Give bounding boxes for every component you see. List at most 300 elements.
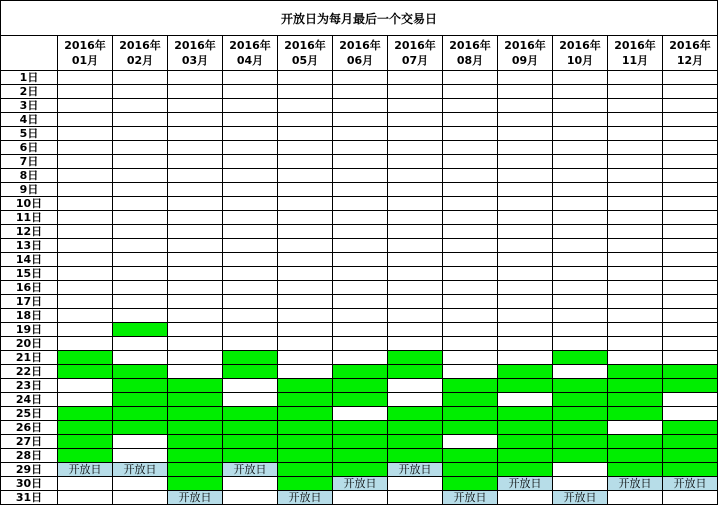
calendar-cell	[58, 211, 113, 225]
calendar-cell	[278, 71, 333, 85]
calendar-cell	[333, 99, 388, 113]
month-header-year: 2016年	[504, 39, 546, 52]
trading-day-cell	[223, 435, 278, 449]
calendar-cell	[443, 225, 498, 239]
trading-day-cell	[113, 365, 168, 379]
calendar-cell	[333, 267, 388, 281]
calendar-cell	[663, 253, 718, 267]
day-row	[1, 309, 718, 323]
calendar-cell	[608, 155, 663, 169]
month-header-year: 2016年	[449, 39, 491, 52]
trading-day-cell	[223, 449, 278, 463]
calendar-cell	[553, 267, 608, 281]
day-row	[1, 85, 718, 99]
calendar-cell	[553, 225, 608, 239]
calendar-cell	[443, 127, 498, 141]
calendar-cell	[553, 113, 608, 127]
calendar-cell	[113, 127, 168, 141]
calendar-cell	[223, 295, 278, 309]
calendar-cell	[278, 169, 333, 183]
month-header-year: 2016年	[669, 39, 711, 52]
calendar-cell	[388, 71, 443, 85]
calendar-cell	[278, 351, 333, 365]
trading-day-cell	[443, 421, 498, 435]
calendar-cell	[223, 309, 278, 323]
calendar-cell	[443, 365, 498, 379]
trading-day-cell	[608, 435, 663, 449]
calendar-cell	[608, 267, 663, 281]
calendar-cell	[168, 169, 223, 183]
trading-day-cell	[663, 435, 718, 449]
trading-day-cell	[663, 463, 718, 477]
calendar-cell	[663, 267, 718, 281]
calendar-cell	[278, 337, 333, 351]
open-day-cell: 开放日	[608, 477, 663, 491]
calendar-cell	[663, 351, 718, 365]
month-header	[223, 36, 278, 71]
trading-day-cell	[553, 435, 608, 449]
day-label: 27日	[1, 435, 58, 449]
calendar-cell	[113, 281, 168, 295]
day-label: 28日	[1, 449, 58, 463]
month-header-year: 2016年	[284, 39, 326, 52]
calendar-cell	[608, 239, 663, 253]
calendar-cell	[113, 141, 168, 155]
trading-day-cell	[278, 435, 333, 449]
calendar-cell	[223, 491, 278, 505]
calendar-cell	[168, 295, 223, 309]
trading-day-cell	[113, 393, 168, 407]
calendar-cell	[113, 435, 168, 449]
trading-day-cell	[333, 393, 388, 407]
calendar-cell	[498, 323, 553, 337]
day-row	[1, 71, 718, 85]
day-row	[1, 281, 718, 295]
calendar-cell	[333, 197, 388, 211]
day-row	[1, 183, 718, 197]
trading-day-cell	[223, 407, 278, 421]
trading-day-cell	[388, 435, 443, 449]
calendar-cell	[553, 337, 608, 351]
open-day-cell: 开放日	[443, 491, 498, 505]
calendar-cell	[388, 239, 443, 253]
calendar-cell	[223, 71, 278, 85]
calendar-cell	[443, 239, 498, 253]
day-label: 20日	[1, 337, 58, 351]
calendar-cell	[58, 85, 113, 99]
day-row	[1, 463, 718, 477]
trading-day-cell	[168, 379, 223, 393]
calendar-cell	[278, 239, 333, 253]
calendar-cell	[113, 337, 168, 351]
day-label: 30日	[1, 477, 58, 491]
calendar-cell	[608, 141, 663, 155]
calendar-cell	[388, 225, 443, 239]
calendar-cell	[608, 421, 663, 435]
trading-day-cell	[663, 449, 718, 463]
calendar-cell	[113, 253, 168, 267]
month-header-month: 11月	[621, 54, 649, 67]
calendar-cell	[278, 183, 333, 197]
calendar-cell	[168, 253, 223, 267]
day-label: 14日	[1, 253, 58, 267]
calendar-cell	[553, 71, 608, 85]
calendar-cell	[278, 85, 333, 99]
trading-day-cell	[663, 365, 718, 379]
calendar-cell	[498, 225, 553, 239]
trading-day-cell	[113, 323, 168, 337]
calendar-cell	[223, 211, 278, 225]
calendar-cell	[388, 155, 443, 169]
calendar-cell	[58, 491, 113, 505]
day-row	[1, 253, 718, 267]
day-label: 11日	[1, 211, 58, 225]
calendar-cell	[278, 323, 333, 337]
calendar-cell	[333, 239, 388, 253]
calendar-cell	[498, 267, 553, 281]
month-header-year: 2016年	[339, 39, 381, 52]
trading-day-cell	[608, 449, 663, 463]
calendar-cell	[58, 309, 113, 323]
calendar-cell	[443, 435, 498, 449]
calendar-cell	[168, 211, 223, 225]
calendar-cell	[223, 85, 278, 99]
calendar-cell	[388, 113, 443, 127]
calendar-cell	[388, 323, 443, 337]
calendar-cell	[58, 337, 113, 351]
day-row	[1, 239, 718, 253]
trading-day-cell	[553, 449, 608, 463]
open-day-cell: 开放日	[553, 491, 608, 505]
calendar-cell	[498, 295, 553, 309]
calendar-cell	[443, 183, 498, 197]
calendar-cell	[113, 239, 168, 253]
month-header	[388, 36, 443, 71]
calendar-cell	[223, 253, 278, 267]
day-label: 16日	[1, 281, 58, 295]
trading-day-cell	[58, 449, 113, 463]
calendar-cell	[58, 253, 113, 267]
calendar-cell	[58, 99, 113, 113]
day-label: 6日	[1, 141, 58, 155]
day-row	[1, 421, 718, 435]
trading-day-cell	[663, 421, 718, 435]
calendar-cell	[113, 491, 168, 505]
calendar-cell	[443, 85, 498, 99]
day-label: 19日	[1, 323, 58, 337]
trading-day-cell	[388, 449, 443, 463]
month-header	[663, 36, 718, 71]
calendar-cell	[498, 211, 553, 225]
trading-day-cell	[113, 407, 168, 421]
day-row	[1, 225, 718, 239]
trading-day-cell	[388, 351, 443, 365]
calendar-cell	[113, 449, 168, 463]
calendar-cell	[608, 253, 663, 267]
calendar-cell	[333, 281, 388, 295]
calendar-cell	[663, 309, 718, 323]
day-row	[1, 477, 718, 491]
calendar-cell	[498, 337, 553, 351]
calendar-cell	[333, 113, 388, 127]
calendar-cell	[223, 379, 278, 393]
day-row	[1, 155, 718, 169]
calendar-cell	[553, 281, 608, 295]
open-day-cell: 开放日	[58, 463, 113, 477]
month-header-month: 07月	[401, 54, 429, 67]
calendar-cell	[58, 71, 113, 85]
calendar-body	[1, 71, 718, 505]
calendar-cell	[333, 169, 388, 183]
calendar-cell	[113, 225, 168, 239]
month-header-year: 2016年	[229, 39, 271, 52]
trading-day-cell	[498, 407, 553, 421]
day-row	[1, 295, 718, 309]
calendar-cell	[663, 239, 718, 253]
calendar-cell	[443, 351, 498, 365]
trading-day-cell	[498, 421, 553, 435]
calendar-cell	[498, 491, 553, 505]
trading-day-cell	[278, 463, 333, 477]
calendar-cell	[388, 477, 443, 491]
calendar-cell	[443, 309, 498, 323]
calendar-cell	[553, 239, 608, 253]
day-label: 17日	[1, 295, 58, 309]
trading-day-cell	[608, 407, 663, 421]
calendar-cell	[168, 309, 223, 323]
calendar-cell	[663, 211, 718, 225]
month-header	[333, 36, 388, 71]
trading-day-cell	[168, 407, 223, 421]
trading-day-cell	[113, 421, 168, 435]
month-header	[113, 36, 168, 71]
calendar-cell	[388, 491, 443, 505]
trading-day-cell	[443, 379, 498, 393]
calendar-cell	[333, 491, 388, 505]
calendar-cell	[608, 85, 663, 99]
day-label: 21日	[1, 351, 58, 365]
trading-day-cell	[278, 407, 333, 421]
calendar-cell	[333, 211, 388, 225]
calendar-cell	[388, 211, 443, 225]
trading-day-cell	[553, 393, 608, 407]
trading-day-cell	[58, 435, 113, 449]
trading-day-cell	[333, 463, 388, 477]
day-label: 4日	[1, 113, 58, 127]
open-day-cell: 开放日	[223, 463, 278, 477]
calendar-cell	[388, 99, 443, 113]
calendar-cell	[443, 169, 498, 183]
day-label: 23日	[1, 379, 58, 393]
trading-day-cell	[168, 435, 223, 449]
calendar-cell	[223, 155, 278, 169]
calendar-cell	[443, 211, 498, 225]
calendar-cell	[58, 379, 113, 393]
calendar-cell	[663, 127, 718, 141]
calendar-cell	[553, 477, 608, 491]
calendar-cell	[608, 113, 663, 127]
calendar-cell	[58, 197, 113, 211]
calendar-cell	[608, 281, 663, 295]
open-day-cell: 开放日	[168, 491, 223, 505]
calendar-cell	[223, 225, 278, 239]
calendar-cell	[388, 281, 443, 295]
calendar-cell	[58, 267, 113, 281]
calendar-cell	[388, 85, 443, 99]
trading-day-cell	[663, 379, 718, 393]
day-row	[1, 141, 718, 155]
month-header	[553, 36, 608, 71]
calendar-cell	[443, 267, 498, 281]
calendar-cell	[388, 127, 443, 141]
day-label: 8日	[1, 169, 58, 183]
day-label: 25日	[1, 407, 58, 421]
day-label: 3日	[1, 99, 58, 113]
calendar-cell	[333, 127, 388, 141]
calendar-cell	[278, 309, 333, 323]
trading-day-cell	[278, 421, 333, 435]
day-row	[1, 127, 718, 141]
calendar-cell	[498, 197, 553, 211]
calendar-cell	[113, 295, 168, 309]
calendar-cell	[278, 365, 333, 379]
calendar-cell	[333, 407, 388, 421]
calendar-cell	[443, 197, 498, 211]
calendar-cell	[113, 85, 168, 99]
trading-day-cell	[388, 365, 443, 379]
calendar-cell	[498, 169, 553, 183]
trading-day-cell	[58, 421, 113, 435]
day-row	[1, 379, 718, 393]
month-header-month: 06月	[346, 54, 374, 67]
calendar-cell	[168, 71, 223, 85]
calendar-cell	[58, 183, 113, 197]
calendar-cell	[663, 323, 718, 337]
calendar-cell	[58, 323, 113, 337]
trading-day-cell	[608, 379, 663, 393]
calendar-cell	[333, 295, 388, 309]
calendar-cell	[223, 239, 278, 253]
calendar-cell	[223, 267, 278, 281]
trading-day-cell	[168, 477, 223, 491]
calendar-cell	[443, 141, 498, 155]
trading-day-cell	[278, 449, 333, 463]
calendar-cell	[388, 337, 443, 351]
calendar-cell	[278, 113, 333, 127]
calendar-cell	[663, 393, 718, 407]
calendar-cell	[608, 351, 663, 365]
calendar-cell	[333, 225, 388, 239]
month-header-month: 05月	[291, 54, 319, 67]
calendar-cell	[498, 71, 553, 85]
calendar-cell	[223, 197, 278, 211]
calendar-cell	[168, 337, 223, 351]
trading-day-cell	[553, 407, 608, 421]
trading-day-cell	[443, 463, 498, 477]
calendar-cell	[388, 295, 443, 309]
calendar-cell	[388, 169, 443, 183]
calendar-cell	[58, 477, 113, 491]
day-row	[1, 323, 718, 337]
day-label: 15日	[1, 267, 58, 281]
calendar-cell	[333, 71, 388, 85]
month-header-month: 02月	[126, 54, 154, 67]
calendar-cell	[663, 113, 718, 127]
calendar-cell	[333, 85, 388, 99]
month-header-row	[1, 36, 718, 71]
calendar-cell	[333, 141, 388, 155]
trading-day-cell	[333, 449, 388, 463]
calendar-cell	[553, 323, 608, 337]
calendar-cell	[388, 393, 443, 407]
calendar-cell	[498, 393, 553, 407]
day-label: 13日	[1, 239, 58, 253]
calendar-cell	[113, 155, 168, 169]
calendar-cell	[663, 197, 718, 211]
calendar-cell	[498, 239, 553, 253]
trading-day-cell	[608, 365, 663, 379]
trading-day-cell	[443, 449, 498, 463]
calendar-cell	[168, 267, 223, 281]
calendar-cell	[443, 323, 498, 337]
calendar-cell	[498, 113, 553, 127]
calendar-cell	[333, 253, 388, 267]
day-label: 10日	[1, 197, 58, 211]
calendar-cell	[168, 225, 223, 239]
calendar-cell	[168, 127, 223, 141]
day-row	[1, 449, 718, 463]
calendar-cell	[553, 253, 608, 267]
open-day-cell: 开放日	[333, 477, 388, 491]
month-header-year: 2016年	[174, 39, 216, 52]
calendar-cell	[608, 183, 663, 197]
month-header	[608, 36, 663, 71]
calendar-cell	[278, 253, 333, 267]
month-header-month: 01月	[71, 54, 99, 67]
trading-day-cell	[443, 477, 498, 491]
trading-day-cell	[58, 365, 113, 379]
calendar-cell	[553, 463, 608, 477]
calendar-cell	[333, 323, 388, 337]
calendar-cell	[388, 183, 443, 197]
calendar-cell	[608, 295, 663, 309]
calendar-cell	[608, 127, 663, 141]
calendar-cell	[168, 113, 223, 127]
calendar-cell	[58, 239, 113, 253]
day-label: 2日	[1, 85, 58, 99]
month-header-month: 04月	[236, 54, 264, 67]
trading-day-cell	[498, 365, 553, 379]
day-label: 1日	[1, 71, 58, 85]
calendar-cell	[443, 113, 498, 127]
calendar-cell	[498, 351, 553, 365]
trading-day-cell	[278, 379, 333, 393]
calendar-cell	[113, 169, 168, 183]
calendar-cell	[333, 351, 388, 365]
trading-day-cell	[608, 393, 663, 407]
calendar-cell	[168, 155, 223, 169]
open-day-cell: 开放日	[663, 477, 718, 491]
calendar-cell	[663, 337, 718, 351]
calendar-cell	[58, 127, 113, 141]
trading-day-cell	[333, 435, 388, 449]
month-header	[443, 36, 498, 71]
month-header	[278, 36, 333, 71]
open-day-cell: 开放日	[278, 491, 333, 505]
trading-day-cell	[58, 351, 113, 365]
trading-day-cell	[553, 421, 608, 435]
calendar-cell	[278, 267, 333, 281]
